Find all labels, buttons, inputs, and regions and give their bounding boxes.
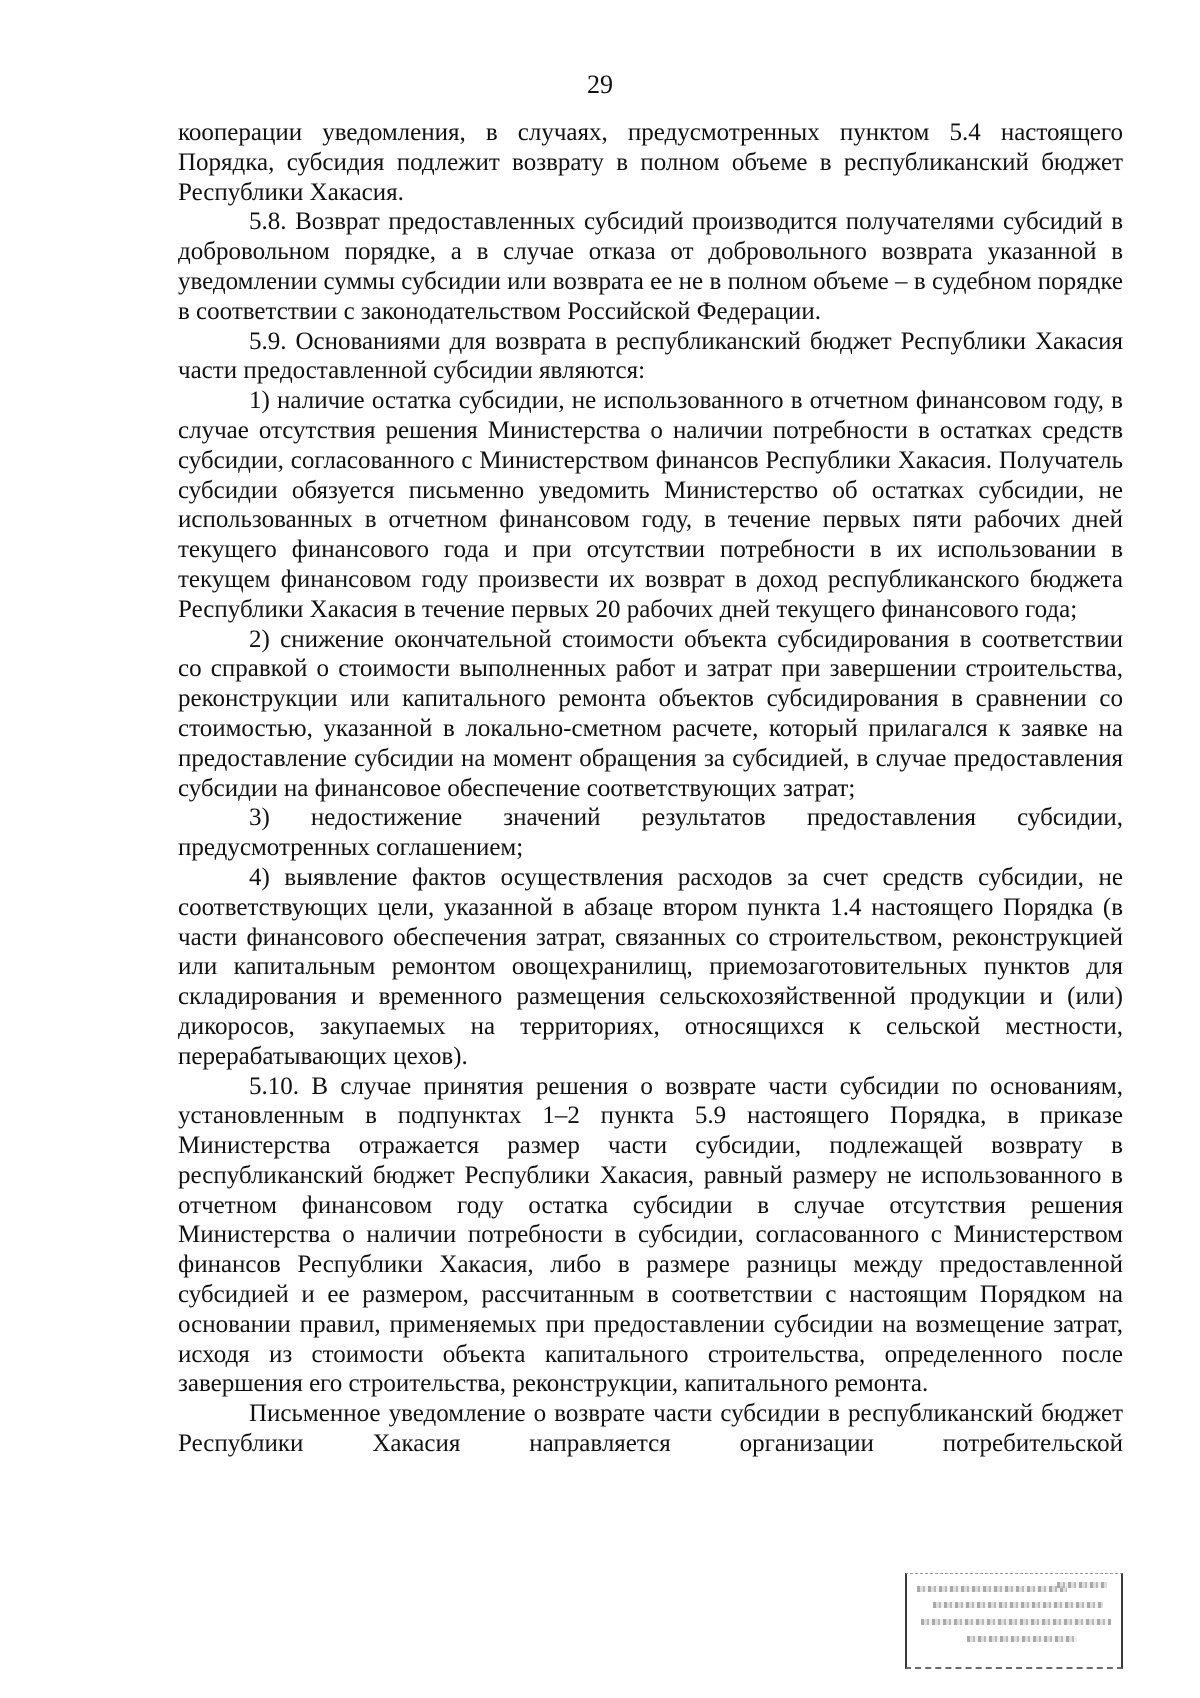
paragraph-5-9-item-4: 4) выявление фактов осуществления расходов за счет средств субсидии, не соответствующих цели, указанной в абзаце втором пункта 1.4 настоящего Порядка (в части финансового обеспечения затрат, связанных со строительством, реконструкцией или капитальным ремонтом овощехранилищ, приемозаготовительных пунктов для складирования и временного размещения сельскохозяйственной продукции и (или) дикоросов, закупаемых на территориях, относящихся к сельской местности, перерабатывающих цехов). — [178, 863, 1123, 1070]
document-body — [178, 118, 1123, 1459]
stamp-line — [921, 1619, 1111, 1625]
stamp-line — [933, 1602, 1103, 1608]
certification-stamp — [905, 1573, 1123, 1669]
paragraph-5-9-item-2: 2) снижение окончательной стоимости объекта субсидирования в соответствии со справкой о стоимости выполненных работ и затрат при завершении строительства, реконструкции или капитального ремонта объектов субсидирования в сравнении со стоимостью, указанной в локально-сметном расчете, который прилагался к заявке на предоставление субсидии на момент обращения за субсидией, в случае предоставления субсидии на финансовое обеспечение соответствующих затрат; — [178, 625, 1123, 802]
stamp-line — [967, 1636, 1077, 1642]
paragraph-written-notice: Письменное уведомление о возврате части субсидии в республиканский бюджет Республики Хакасия направляется организации потребительской — [178, 1400, 1123, 1458]
paragraph-5-9: 5.9. Основаниями для возврата в республиканский бюджет Республики Хакасия части предоставленной субсидии являются: — [178, 327, 1123, 385]
stamp-line — [1057, 1582, 1107, 1588]
page-number: 29 — [587, 70, 613, 99]
paragraph-5-9-item-3: 3) недостижение значений результатов предоставления субсидии, предусмотренных соглашением; — [178, 804, 1123, 862]
paragraph-continuation: кооперации уведомления, в случаях, предусмотренных пунктом 5.4 настоящего Порядка, субсидия подлежит возврату в полном объеме в республиканский бюджет Республики Хакасия. — [178, 119, 1123, 206]
paragraph-5-8: 5.8. Возврат предоставленных субсидий производится получателями субсидий в добровольном порядке, а в случае отказа от добровольного возврата указанной в уведомлении суммы субсидии или возврата ее не в полном объеме – в судебном порядке в соответствии с законодательством Российской Федерации. — [178, 208, 1123, 325]
paragraph-5-10: 5.10. В случае принятия решения о возврате части субсидии по основаниям, установленным в подпунктах 1–2 пункта 5.9 настоящего Порядка, в приказе Министерства отражается размер части субсидии, подлежащей возврату в республиканский бюджет Республики Хакасия, равный размеру не использованного в отчетном финансовом году остатка субсидии в случае отсутствия решения Министерства о наличии потребности в субсидии, согласованного с Министерством финансов Республики Хакасия, либо в размере разницы между предоставленной субсидией и ее размером, рассчитанным в соответствии с настоящим Порядком на основании правил, применяемых при предоставлении субсидии на возмещение затрат, исходя из стоимости объекта капитального строительства, определенного после завершения его строительства, реконструкции, капитального ремонта. — [178, 1072, 1123, 1398]
stamp-line — [917, 1586, 1067, 1592]
paragraph-5-9-item-1: 1) наличие остатка субсидии, не использованного в отчетном финансовом году, в случае отсутствия решения Министерства о наличии потребности в остатках средств субсидии, согласованного с Министерством финансов Республики Хакасия. Получатель субсидии обязуется письменно уведомить Министерство об остатках субсидии, не использованных в отчетном финансовом году, в течение первых пяти рабочих дней текущего финансового года и при отсутствии потребности в их использовании в текущем финансовом году произвести их возврат в доход республиканского бюджета Республики Хакасия в течение первых 20 рабочих дней текущего финансового года; — [178, 387, 1123, 623]
